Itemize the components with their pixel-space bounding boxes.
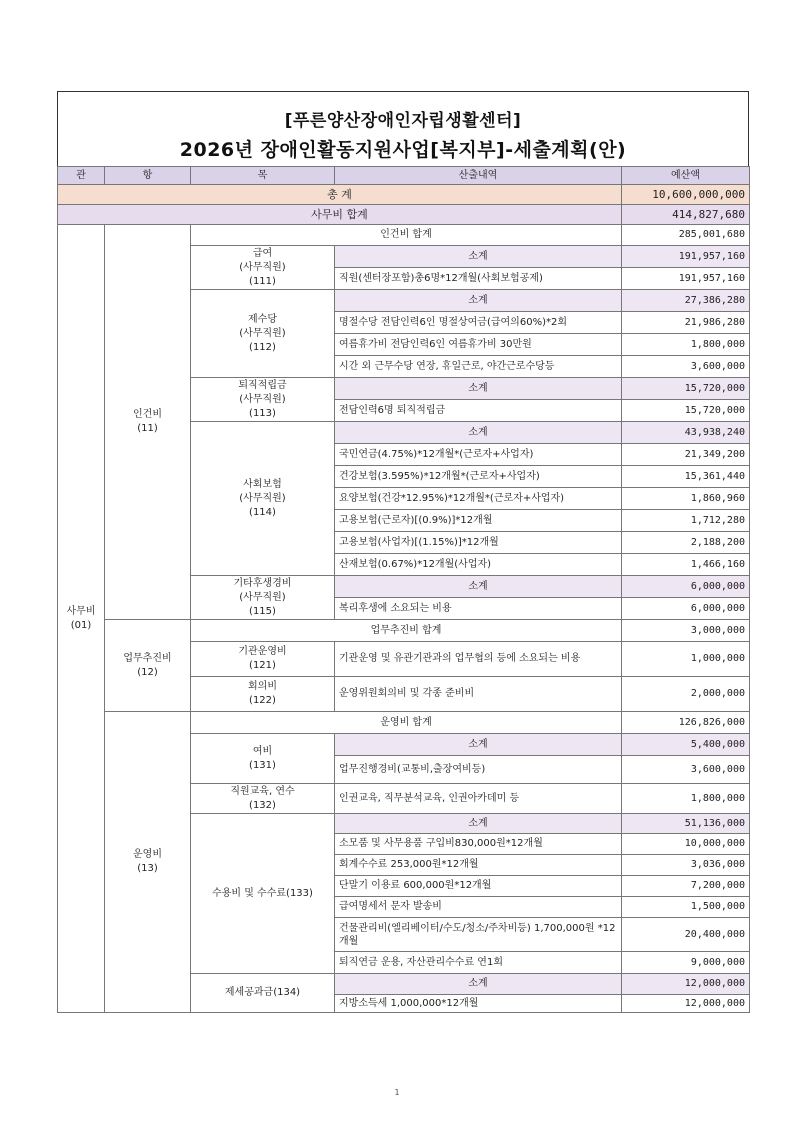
m133-item-text: 급여명세서 문자 발송비: [335, 897, 622, 918]
document-title: 2026년 장애인활동지원사업[복지부]-세출계획(안): [179, 139, 627, 161]
m114-item-text: 국민연금(4.75%)*12개월*(근로자+사업자): [335, 444, 622, 466]
oper-total-value: 126,826,000: [622, 712, 750, 734]
m113-subtotal-label: 소계: [335, 378, 622, 400]
m121-item-value: 1,000,000: [622, 642, 750, 677]
m122-item-text: 운영위원회의비 및 각종 준비비: [335, 677, 622, 712]
m131-item-value: 3,600,000: [622, 756, 750, 784]
m133-item-value: 1,500,000: [622, 897, 750, 918]
gwan-label: 사무비 (01): [58, 225, 105, 1013]
m134-subtotal-label: 소계: [335, 974, 622, 995]
personnel-total-label: 인건비 합계: [191, 225, 622, 246]
m131-subtotal-value: 5,400,000: [622, 734, 750, 756]
m112-label: 제수당 (사무직원) (112): [191, 290, 335, 378]
m133-item-text: 소모품 및 사무용품 구입비830,000원*12개월: [335, 834, 622, 855]
office-total-value: 414,827,680: [622, 205, 750, 225]
oper-total-row: [58, 712, 750, 734]
m131-label: 여비 (131): [191, 734, 335, 784]
m133-item-text: 건물관리비(엘리베이터/수도/청소/주차비등) 1,700,000원 *12개월: [335, 918, 622, 952]
m131-subtotal-label: 소계: [335, 734, 622, 756]
grand-total-row: [58, 185, 750, 205]
m115-item-text: 복리후생에 소요되는 비용: [335, 598, 622, 620]
m133-item-text: 회계수수료 253,000원*12개월: [335, 855, 622, 876]
m113-item-value: 15,720,000: [622, 400, 750, 422]
m133-item-value: 7,200,000: [622, 876, 750, 897]
m133-subtotal-value: 51,136,000: [622, 814, 750, 834]
m112-item-value: 1,800,000: [622, 334, 750, 356]
m133-item-value: 10,000,000: [622, 834, 750, 855]
m132-label: 직원교육, 연수 (132): [191, 784, 335, 814]
m133-subtotal-label: 소계: [335, 814, 622, 834]
header-mok: 목: [191, 167, 335, 185]
m112-item-text: 시간 외 근무수당 연장, 휴일근로, 야간근로수당등: [335, 356, 622, 378]
hang-personnel-label: 인건비 (11): [105, 225, 191, 620]
m131-item-text: 업무진행경비(교통비,출장여비등): [335, 756, 622, 784]
m113-label: 퇴직적립금 (사무직원) (113): [191, 378, 335, 422]
m114-item-value: 1,860,960: [622, 488, 750, 510]
header-hang: 항: [105, 167, 191, 185]
m115-subtotal-label: 소계: [335, 576, 622, 598]
m133-label: 수용비 및 수수료(133): [191, 814, 335, 974]
hang-promo-label: 업무추진비 (12): [105, 620, 191, 712]
m133-item-text: 단말기 이용료 600,000원*12개월: [335, 876, 622, 897]
m114-item-value: 21,349,200: [622, 444, 750, 466]
grand-total-value: 10,600,000,000: [622, 185, 750, 205]
m114-item-text: 건강보험(3.595%)*12개월*(근로자+사업자): [335, 466, 622, 488]
m114-subtotal-value: 43,938,240: [622, 422, 750, 444]
header-gwan: 관: [58, 167, 105, 185]
m113-item-text: 전담인력6명 퇴직적립금: [335, 400, 622, 422]
m134-item-value: 12,000,000: [622, 995, 750, 1013]
m114-item-text: 요양보험(건강*12.95%)*12개월*(근로자+사업자): [335, 488, 622, 510]
office-total-row: [58, 205, 750, 225]
m115-label: 기타후생경비 (사무직원) (115): [191, 576, 335, 620]
budget-sheet: [57, 91, 749, 1013]
promo-total-label: 업무추진비 합계: [191, 620, 622, 642]
m114-item-text: 산재보험(0.67%)*12개월(사업자): [335, 554, 622, 576]
m115-item-value: 6,000,000: [622, 598, 750, 620]
m133-item-value: 3,036,000: [622, 855, 750, 876]
m132-item-text: 인권교육, 직무분석교육, 인권아카데미 등: [335, 784, 622, 814]
m114-item-value: 1,712,280: [622, 510, 750, 532]
m112-item-text: 명절수당 전담인력6인 명절상여금(급여의60%)*2회: [335, 312, 622, 334]
m132-item-value: 1,800,000: [622, 784, 750, 814]
m115-subtotal-value: 6,000,000: [622, 576, 750, 598]
m114-item-text: 고용보험(사업자)[(1.15%)]*12개월: [335, 532, 622, 554]
m112-item-value: 21,986,280: [622, 312, 750, 334]
header-budget: 예산액: [622, 167, 750, 185]
m111-subtotal-value: 191,957,160: [622, 246, 750, 268]
budget-table: [57, 166, 750, 1013]
grand-total-label: 총 계: [58, 185, 622, 205]
promo-total-row: [58, 620, 750, 642]
m114-item-value: 1,466,160: [622, 554, 750, 576]
m134-item-text: 지방소득세 1,000,000*12개월: [335, 995, 622, 1013]
promo-total-value: 3,000,000: [622, 620, 750, 642]
oper-total-label: 운영비 합계: [191, 712, 622, 734]
header-detail: 산출내역: [335, 167, 622, 185]
m111-label: 급여 (사무직원) (111): [191, 246, 335, 290]
m121-label: 기관운영비 (121): [191, 642, 335, 677]
m121-item-text: 기관운영 및 유관기관과의 업무협의 등에 소요되는 비용: [335, 642, 622, 677]
m112-item-text: 여름휴가비 전담인력6인 여름휴가비 30만원: [335, 334, 622, 356]
page-number: 1: [394, 1088, 400, 1097]
office-total-label: 사무비 합계: [58, 205, 622, 225]
m111-item-text: 직원(센터장포함)총6명*12개월(사회보험공제): [335, 268, 622, 290]
m133-item-text: 퇴직연금 운용, 자산관리수수료 연1회: [335, 952, 622, 974]
m134-subtotal-value: 12,000,000: [622, 974, 750, 995]
header-row: [58, 167, 750, 185]
m112-item-value: 3,600,000: [622, 356, 750, 378]
personnel-total-row: [58, 225, 750, 246]
m114-item-value: 15,361,440: [622, 466, 750, 488]
title-box: [57, 91, 749, 166]
m134-label: 제세공과금(134): [191, 974, 335, 1013]
m133-item-value: 9,000,000: [622, 952, 750, 974]
m111-item-value: 191,957,160: [622, 268, 750, 290]
m122-label: 회의비 (122): [191, 677, 335, 712]
m114-subtotal-label: 소계: [335, 422, 622, 444]
org-title: [푸른양산장애인자립생활센터]: [284, 111, 522, 131]
m113-subtotal-value: 15,720,000: [622, 378, 750, 400]
m114-label: 사회보험 (사무직원) (114): [191, 422, 335, 576]
m122-item-value: 2,000,000: [622, 677, 750, 712]
personnel-total-value: 285,001,680: [622, 225, 750, 246]
m111-subtotal-label: 소계: [335, 246, 622, 268]
m114-item-value: 2,188,200: [622, 532, 750, 554]
m133-item-value: 20,400,000: [622, 918, 750, 952]
m114-item-text: 고용보험(근로자)[(0.9%)]*12개월: [335, 510, 622, 532]
hang-oper-label: 운영비 (13): [105, 712, 191, 1013]
m112-subtotal-value: 27,386,280: [622, 290, 750, 312]
m112-subtotal-label: 소계: [335, 290, 622, 312]
